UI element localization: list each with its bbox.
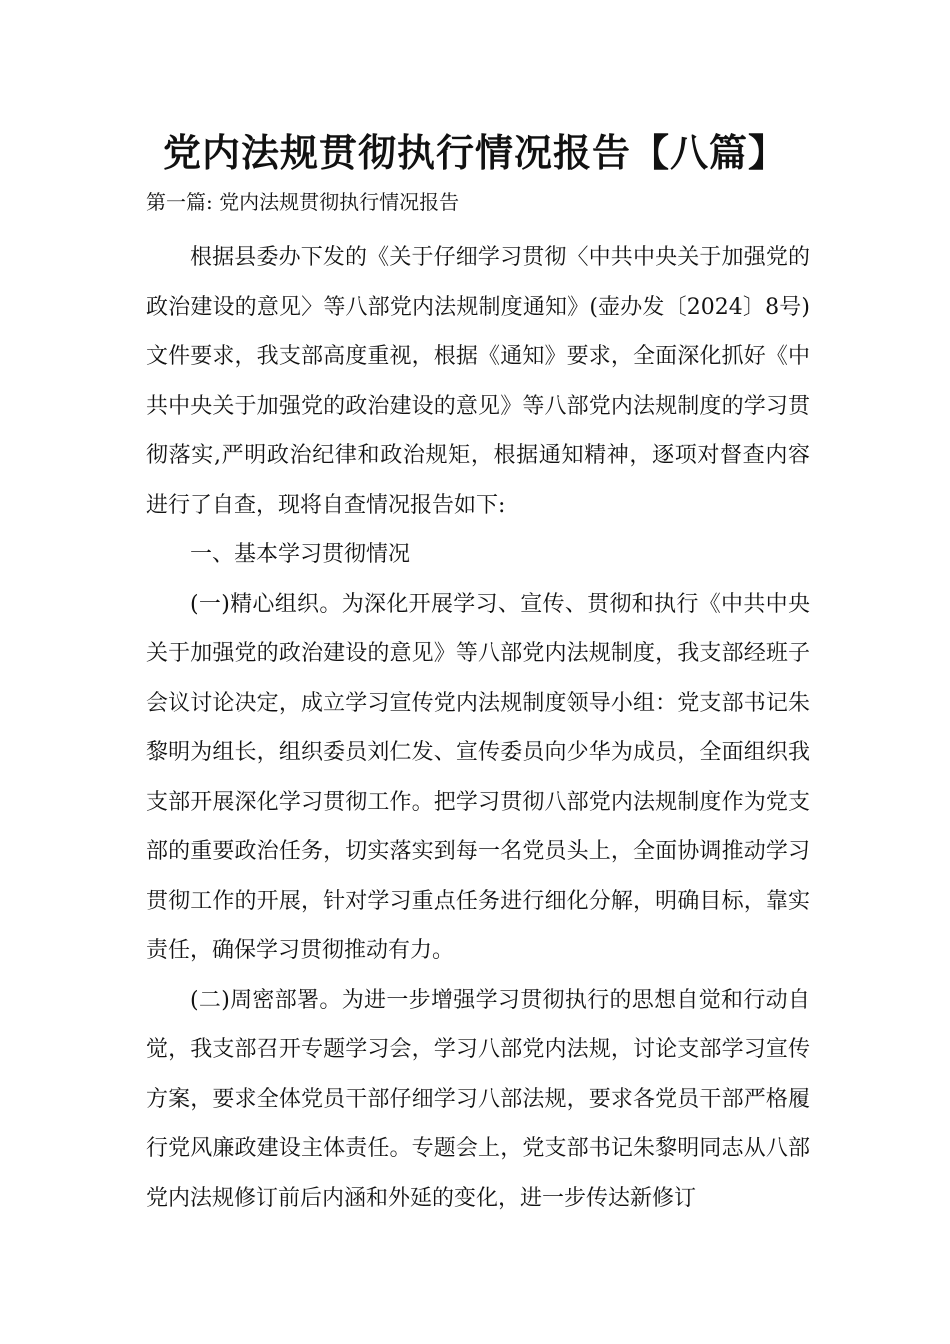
paragraph-intro: 根据县委办下发的《关于仔细学习贯彻〈中共中央关于加强党的政治建设的意见〉等八部党内法规制度通知》(壶办发〔2024〕8号)文件要求，我支部高度重视，根据《通知》要求，全面深化抓好《中共中央关于加强党的政治建设的意见》等八部党内法规制度的学习贯彻落实,严明政治纪律和政治规矩，根据通知精神，逐项对督查内容进行了自查，现将自查情况报告如下: (146, 245, 810, 518)
subheading-basic-situation: 一、基本学习贯彻情况 (190, 542, 411, 567)
paragraph-deployment: (二)周密部署。为进一步增强学习贯彻执行的思想自觉和行动自觉，我支部召开专题学习会，学习八部党内法规，讨论支部学习宣传方案，要求全体党员干部仔细学习八部法规，要求各党员干部严格履行党风廉政建设主体责任。专题会上，党支部书记朱黎明同志从八部党内法规修订前后内涵和外延的变化，进一步传达新修订 (146, 987, 810, 1211)
section-heading: 第一篇: 党内法规贯彻执行情况报告 (146, 190, 460, 214)
paragraph-organization: (一)精心组织。为深化开展学习、宣传、贯彻和执行《中共中央关于加强党的政治建设的意见》等八部党内法规制度，我支部经班子会议讨论决定，成立学习宣传党内法规制度领导小组：党支部书记朱黎明为组长，组织委员刘仁发、宣传委员向少华为成员，全面组织我支部开展深化学习贯彻工作。把学习贯彻八部党内法规制度作为党支部的重要政治任务，切实落实到每一名党员头上，全面协调推动学习贯彻工作的开展，针对学习重点任务进行细化分解，明确目标，靠实责任，确保学习贯彻推动有力。 (146, 591, 810, 963)
document-body (146, 233, 810, 1223)
document-title: 党内法规贯彻执行情况报告【八篇】 (162, 131, 787, 175)
